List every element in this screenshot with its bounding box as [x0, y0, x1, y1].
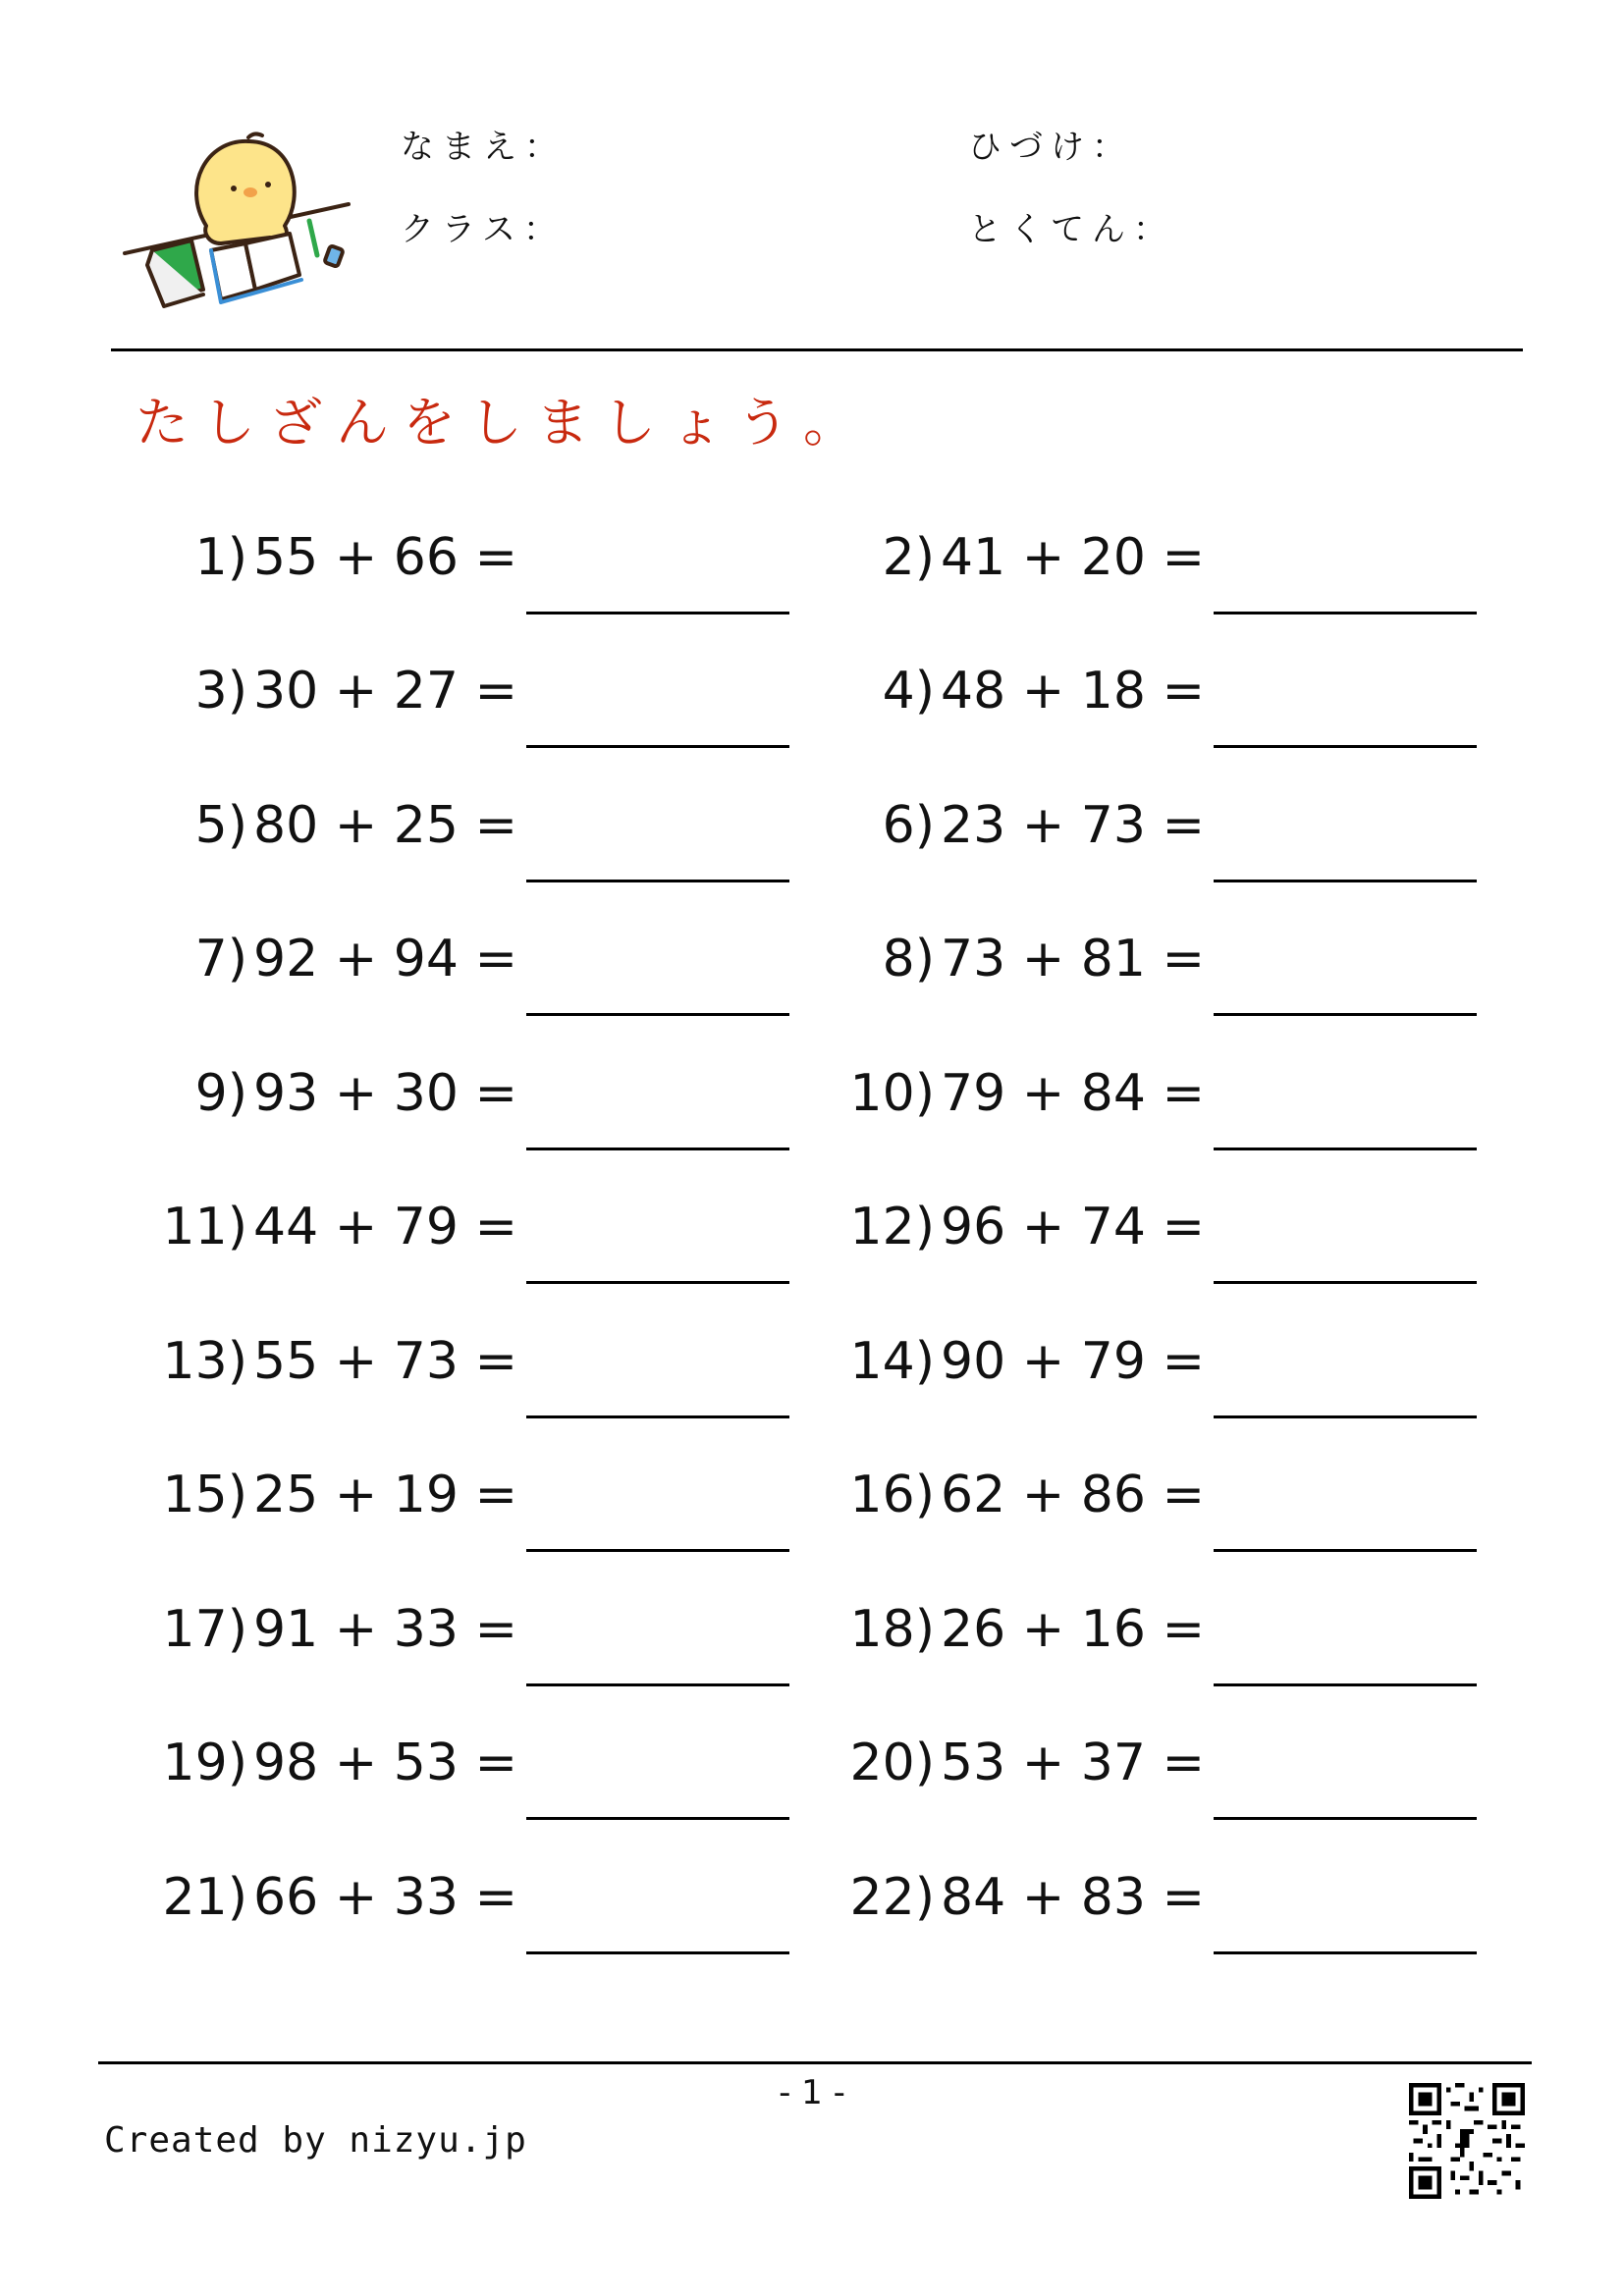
problem-number: 8)	[882, 930, 935, 988]
answer-blank[interactable]	[1214, 1817, 1477, 1820]
answer-blank[interactable]	[526, 880, 789, 882]
answer-blank[interactable]	[1214, 745, 1477, 748]
problem-expression: 55 + 66 =	[253, 528, 518, 587]
problem-item	[194, 930, 913, 1008]
problem-expression: 79 + 84 =	[941, 1064, 1206, 1123]
problem-number: 2)	[882, 528, 935, 587]
problem-number: 10)	[849, 1064, 935, 1123]
problem-expression: 62 + 86 =	[941, 1466, 1206, 1524]
problem-expression: 23 + 73 =	[941, 796, 1206, 855]
problem-item	[162, 1734, 913, 1812]
problem-number: 7)	[194, 930, 247, 988]
problem-item	[882, 930, 1600, 1008]
qr-code-icon	[1409, 2083, 1525, 2199]
problem-item	[849, 1064, 1600, 1143]
answer-blank[interactable]	[1214, 1415, 1477, 1418]
answer-blank[interactable]	[526, 1549, 789, 1552]
problem-item	[849, 1734, 1600, 1812]
problem-number: 1)	[194, 528, 247, 587]
problem-expression: 92 + 94 =	[253, 930, 518, 988]
problem-item	[849, 1332, 1600, 1411]
problem-item	[162, 1600, 913, 1679]
problem-number: 12)	[849, 1198, 935, 1256]
problem-number: 11)	[162, 1198, 247, 1256]
answer-blank[interactable]	[1214, 1013, 1477, 1016]
problem-item	[162, 1466, 913, 1544]
problem-expression: 55 + 73 =	[253, 1332, 518, 1391]
problem-item	[162, 1868, 913, 1947]
header-divider	[111, 348, 1523, 351]
problem-item	[849, 1600, 1600, 1679]
problem-item	[194, 1064, 913, 1143]
date-label: ひづけ：	[968, 128, 1133, 167]
answer-blank[interactable]	[1214, 1148, 1477, 1150]
problem-expression: 66 + 33 =	[253, 1868, 518, 1927]
problem-number: 6)	[882, 796, 935, 855]
problem-expression: 93 + 30 =	[253, 1064, 518, 1123]
problem-item	[882, 796, 1600, 875]
problem-item	[849, 1198, 1600, 1276]
problem-item	[882, 528, 1600, 607]
problem-number: 14)	[849, 1332, 935, 1391]
answer-blank[interactable]	[1214, 1683, 1477, 1686]
problem-number: 21)	[162, 1868, 247, 1927]
answer-blank[interactable]	[1214, 1281, 1477, 1284]
answer-blank[interactable]	[1214, 1951, 1477, 1954]
problem-expression: 98 + 53 =	[253, 1734, 518, 1792]
answer-blank[interactable]	[526, 1281, 789, 1284]
problem-item	[194, 528, 913, 607]
name-label: なまえ：	[401, 128, 566, 167]
problem-expression: 90 + 79 =	[941, 1332, 1206, 1391]
class-label: クラス：	[401, 210, 565, 249]
problem-number: 17)	[162, 1600, 247, 1659]
score-label: とくてん：	[968, 210, 1174, 249]
answer-blank[interactable]	[1214, 1549, 1477, 1552]
problem-item	[162, 1198, 913, 1276]
problem-number: 22)	[849, 1868, 935, 1927]
chick-mascot-icon	[123, 128, 368, 324]
answer-blank[interactable]	[526, 1148, 789, 1150]
problem-item	[882, 662, 1600, 740]
page-number: - 1 -	[779, 2073, 845, 2112]
answer-blank[interactable]	[1214, 612, 1477, 614]
instruction-text: たしざんをしましょう。	[135, 392, 870, 454]
answer-blank[interactable]	[1214, 880, 1477, 882]
answer-blank[interactable]	[526, 745, 789, 748]
problem-item	[194, 662, 913, 740]
problem-expression: 96 + 74 =	[941, 1198, 1206, 1256]
problem-number: 13)	[162, 1332, 247, 1391]
problem-number: 15)	[162, 1466, 247, 1524]
problem-expression: 91 + 33 =	[253, 1600, 518, 1659]
problem-expression: 84 + 83 =	[941, 1868, 1206, 1927]
problem-expression: 25 + 19 =	[253, 1466, 518, 1524]
answer-blank[interactable]	[526, 1683, 789, 1686]
problem-expression: 41 + 20 =	[941, 528, 1206, 587]
answer-blank[interactable]	[526, 1951, 789, 1954]
answer-blank[interactable]	[526, 612, 789, 614]
problem-expression: 73 + 81 =	[941, 930, 1206, 988]
problem-item	[162, 1332, 913, 1411]
answer-blank[interactable]	[526, 1415, 789, 1418]
problem-number: 9)	[194, 1064, 247, 1123]
problem-item	[194, 796, 913, 875]
problem-expression: 48 + 18 =	[941, 662, 1206, 721]
problem-number: 16)	[849, 1466, 935, 1524]
problem-expression: 26 + 16 =	[941, 1600, 1206, 1659]
problem-number: 3)	[194, 662, 247, 721]
problem-expression: 44 + 79 =	[253, 1198, 518, 1256]
answer-blank[interactable]	[526, 1013, 789, 1016]
problem-item	[849, 1868, 1600, 1947]
footer-divider	[98, 2061, 1532, 2064]
problem-number: 4)	[882, 662, 935, 721]
problem-expression: 80 + 25 =	[253, 796, 518, 855]
problem-expression: 53 + 37 =	[941, 1734, 1206, 1792]
problem-number: 20)	[849, 1734, 935, 1792]
credit-text: Created by nizyu.jp	[104, 2120, 527, 2161]
answer-blank[interactable]	[526, 1817, 789, 1820]
problem-number: 18)	[849, 1600, 935, 1659]
problem-number: 19)	[162, 1734, 247, 1792]
problem-item	[849, 1466, 1600, 1544]
problem-expression: 30 + 27 =	[253, 662, 518, 721]
problem-number: 5)	[194, 796, 247, 855]
